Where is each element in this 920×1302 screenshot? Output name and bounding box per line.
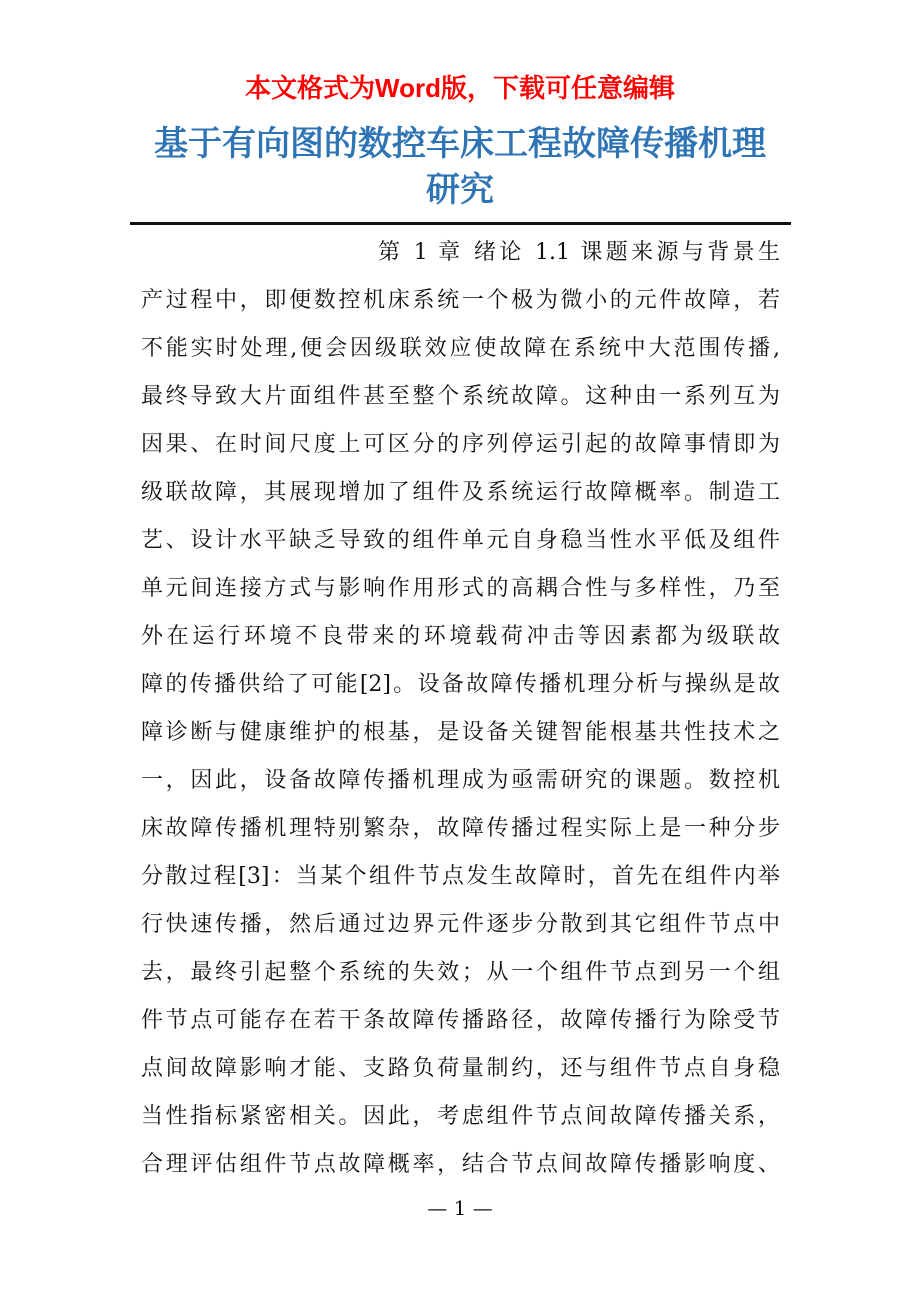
body-text-line: 床故障传播机理特别繁杂，故障传播过程实际上是一种分步 xyxy=(141,816,780,841)
body-text-line: 最终导致大片面组件甚至整个系统故障。这种由一系列互为 xyxy=(141,384,780,409)
chapter-heading-line: 第 1 章 绪论 1.1 课题来源与背景生 xyxy=(378,240,780,265)
body-text-line: 件节点可能存在若干条故障传播路径，故障传播行为除受节 xyxy=(141,1008,780,1033)
document-title-line-2: 研究 xyxy=(426,171,494,209)
body-text-line: 单元间连接方式与影响作用形式的高耦合性与多样性，乃至 xyxy=(141,576,780,601)
body-text-line: 合理评估组件节点故障概率，结合节点间故障传播影响度、 xyxy=(141,1152,780,1177)
page-number: — 1 — xyxy=(427,1196,493,1220)
body-text-line: 障的传播供给了可能[2]。设备故障传播机理分析与操纵是故 xyxy=(141,672,780,697)
body-text-line: 级联故障，其展现增加了组件及系统运行故障概率。制造工 xyxy=(141,480,780,505)
body-text-line: 分散过程[3]：当某个组件节点发生故障时，首先在组件内举 xyxy=(141,864,780,889)
body-text-line: 外在运行环境不良带来的环境载荷冲击等因素都为级联故 xyxy=(141,624,780,649)
body-text-line: 不能实时处理,便会因级联效应使故障在系统中大范围传播, xyxy=(141,336,780,361)
title-divider xyxy=(130,222,791,225)
body-text-line: 障诊断与健康维护的根基，是设备关键智能根基共性技术之 xyxy=(141,720,780,745)
body-text-line: 当性指标紧密相关。因此，考虑组件节点间故障传播关系， xyxy=(141,1104,780,1129)
body-text-line: 艺、设计水平缺乏导致的组件单元自身稳当性水平低及组件 xyxy=(141,528,780,553)
editable-notice-banner: 本文格式为Word版，下载可任意编辑 xyxy=(245,73,675,103)
body-text-line: 因果、在时间尺度上可区分的序列停运引起的故障事情即为 xyxy=(141,432,780,457)
document-title-line-1: 基于有向图的数控车床工程故障传播机理 xyxy=(154,125,766,163)
body-text-line: 去，最终引起整个系统的失效；从一个组件节点到另一个组 xyxy=(141,960,780,985)
body-text-line: 行快速传播，然后通过边界元件逐步分散到其它组件节点中 xyxy=(141,912,780,937)
body-text-line: 一，因此，设备故障传播机理成为亟需研究的课题。数控机 xyxy=(141,768,780,793)
body-text-line: 点间故障影响才能、支路负荷量制约，还与组件节点自身稳 xyxy=(141,1056,780,1081)
body-text-line: 产过程中，即便数控机床系统一个极为微小的元件故障，若 xyxy=(141,288,780,313)
